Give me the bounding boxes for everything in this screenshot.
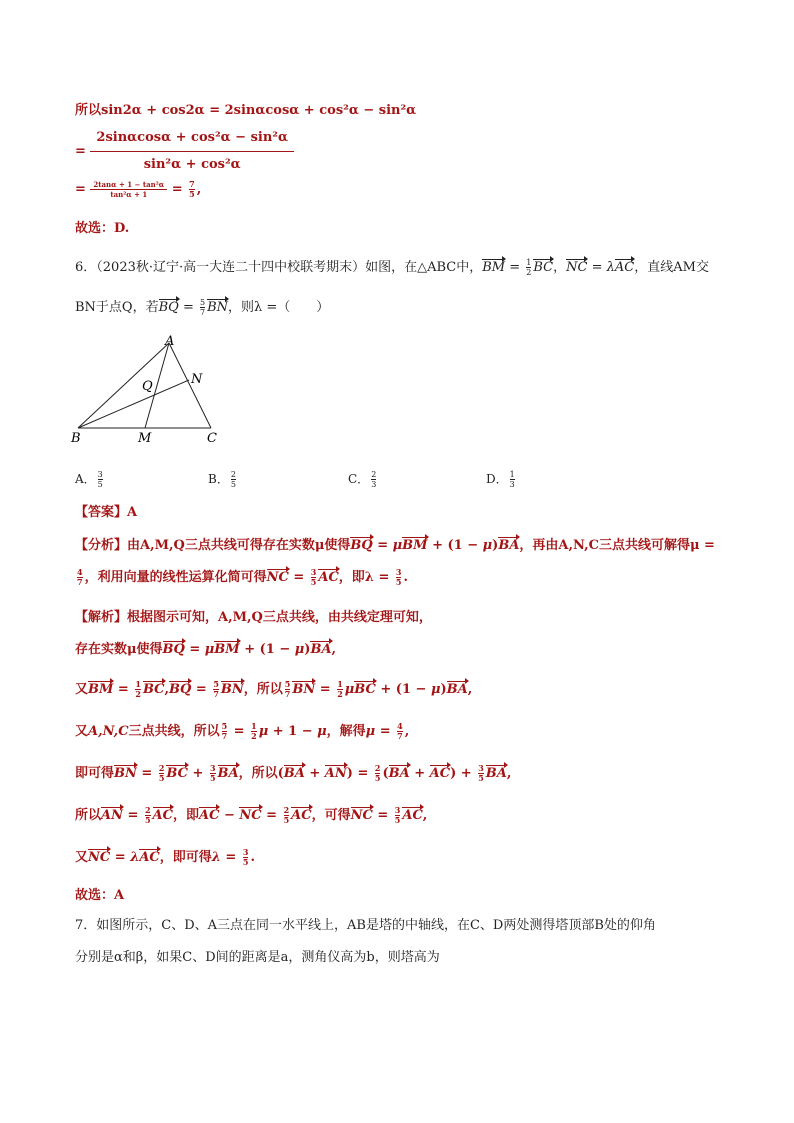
analysis-1a: 由A,M,Q三点共线可得存在实数μ使得 xyxy=(127,538,351,553)
q6-choice: 故选：A xyxy=(75,888,125,903)
solution-line1 xyxy=(75,608,432,628)
answer-value: A xyxy=(127,505,138,520)
option-c-letter: C． xyxy=(348,472,370,486)
option-a-den: 5 xyxy=(97,480,103,489)
solution-line2: 存在实数μ使得BQ = μBM + (1 − μ)BA, xyxy=(75,640,336,660)
vec-BN: BN xyxy=(207,298,228,318)
solution-1: 根据图示可知，A,M,Q三点共线，由共线定理可知， xyxy=(127,610,432,625)
solution-label: 【解析】 xyxy=(75,610,128,625)
option-a[interactable] xyxy=(75,470,105,489)
sol5-result xyxy=(189,180,195,199)
label-Q: Q xyxy=(142,379,153,394)
sol5-line2: = $\frac{\text{2sinαcosα + cos²α − sin²α}}{\text{sin²α + cos²α}}$ xyxy=(75,128,294,175)
analysis-2b: ，即λ = xyxy=(338,570,390,585)
option-c-frac xyxy=(371,470,376,489)
option-b-letter: B． xyxy=(208,472,229,486)
q6-stem-line2: BN于点Q，若BQ = $\frac{5}{7}$ BN，则λ =（ ） xyxy=(75,298,330,317)
sol5-prefix: 所以 xyxy=(75,103,102,118)
option-d[interactable] xyxy=(486,470,517,489)
q6-stem-line1: 6．（2023秋·辽宁·高一大连二十四中校联考期末）如图，在△ABC中，BM = $\frac{1}{2}$ BC，NC = λAC，直线AM交 xyxy=(75,258,709,277)
option-c[interactable] xyxy=(348,470,378,489)
answer-label: 【答案】 xyxy=(75,505,128,520)
solution-2: 存在实数μ使得 xyxy=(75,642,163,657)
option-b-den: 5 xyxy=(230,480,236,489)
vec-AC: AC xyxy=(615,258,634,278)
analysis-1b: ，再由A,N,C三点共线可解得μ = xyxy=(519,538,715,553)
sol5-frac2 xyxy=(90,128,294,175)
q6-stem3-suffix: ，则λ =（ ） xyxy=(228,300,330,315)
option-a-num: 3 xyxy=(97,470,103,479)
vec-NC: NC xyxy=(566,258,587,278)
q6-stem3-prefix: BN于点Q，若 xyxy=(75,300,159,315)
q7-line1: 7．如图所示，C、D、A三点在同一水平线上，AB是塔的中轴线，在C、D两处测得塔顶部B处的仰角 xyxy=(75,918,656,933)
frac-5-7: $\frac{5}{7}$ xyxy=(199,298,206,317)
solution-line3: 又BM = $\frac{1}{2}$ BC,BQ = $\frac{5}{7}$ BN，所以 $\frac{5}{7}$ BN = $\frac{1}{2}$ μBC + (1 − μ)BA, xyxy=(75,679,473,699)
label-A: A xyxy=(165,334,175,349)
label-N: N xyxy=(191,372,203,387)
label-C: C xyxy=(207,431,217,446)
solution-line4: 又A,N,C三点共线，所以 $\frac{5}{7}$ = $\frac{1}{2}$ μ + 1 − μ，解得μ = $\frac{4}{7}$ , xyxy=(75,721,410,741)
solution-line6: 所以AN = $\frac{2}{5}$ AC，即AC − NC = $\frac{2}{5}$ AC，可得NC = $\frac{3}{5}$ AC, xyxy=(75,805,428,825)
option-a-letter: A． xyxy=(75,472,96,486)
option-b[interactable] xyxy=(208,470,238,489)
sol5-eq1: sin2α + cos2α = 2sinαcosα + cos²α − sin²α xyxy=(101,103,417,118)
option-b-num: 2 xyxy=(230,470,236,479)
option-d-frac xyxy=(510,470,515,489)
solution-line7: 又NC = λAC，即可得λ = $\frac{3}{5}$ . xyxy=(75,847,255,867)
vec-BC: BC xyxy=(533,258,553,278)
answer-line xyxy=(75,503,137,523)
sol5-result-num: 7 xyxy=(189,179,195,189)
option-d-num: 1 xyxy=(509,470,515,479)
sol5-choice: 故选：D. xyxy=(75,221,130,236)
frac-1-2: $\frac{1}{2}$ xyxy=(526,258,532,277)
sol5-result-den: 5 xyxy=(189,189,195,199)
q6-stem2-suffix: ，直线AM交 xyxy=(634,260,709,275)
sol5-frac2-den: sin²α + cos²α xyxy=(90,151,294,175)
option-d-den: 3 xyxy=(509,480,515,489)
option-c-den: 3 xyxy=(371,480,377,489)
sol5-frac3-den: tan²α + 1 xyxy=(90,189,167,199)
vec-BM: BM xyxy=(482,258,505,278)
sol5-line1 xyxy=(75,101,416,121)
analysis-line1: 【分析】由A,M,Q三点共线可得存在实数μ使得BQ = μBM + (1 − μ)BA，再由A,N,C三点共线可解得μ = xyxy=(75,536,715,556)
vec-BQ: BQ xyxy=(159,298,179,318)
sol5-line3: = $\frac{\text{2tanα + 1 − tan²α}}{\text{tan²α + 1}}$ = $\frac{7}{5}$ , xyxy=(75,179,202,199)
label-B: B xyxy=(71,431,81,446)
label-M: M xyxy=(138,431,152,446)
analysis-label: 【分析】 xyxy=(75,538,128,553)
option-d-letter: D． xyxy=(486,472,508,486)
triangle-figure xyxy=(65,333,235,448)
option-b-frac xyxy=(231,470,236,489)
sol5-frac3-num: 2tanα + 1 − tan²α xyxy=(93,180,165,189)
option-c-num: 2 xyxy=(371,470,377,479)
q6-stem1: 6．（2023秋·辽宁·高一大连二十四中校联考期末）如图，在△ABC中， xyxy=(75,260,483,275)
analysis-line2: $\frac{4}{7}$ ，利用向量的线性运算化简可得NC = $\frac{3}{5}$ AC，即λ = $\frac{3}{5}$ . xyxy=(77,567,408,587)
solution-line5: 即可得BN = $\frac{2}{5}$ BC + $\frac{3}{5}$ BA，所以(BA + AN) = $\frac{2}{5}$ (BA + AC) + $\frac{3}{5}$ BA, xyxy=(75,763,512,783)
sol5-frac3 xyxy=(90,180,167,199)
option-a-frac xyxy=(98,470,103,489)
analysis-2a: ，利用向量的线性运算化简可得 xyxy=(84,570,267,585)
sol5-frac2-num: 2sinαcosα + cos²α − sin²α xyxy=(96,130,288,145)
q7-line2: 分别是α和β，如果C、D间的距离是a，测角仪高为b，则塔高为 xyxy=(75,950,440,965)
